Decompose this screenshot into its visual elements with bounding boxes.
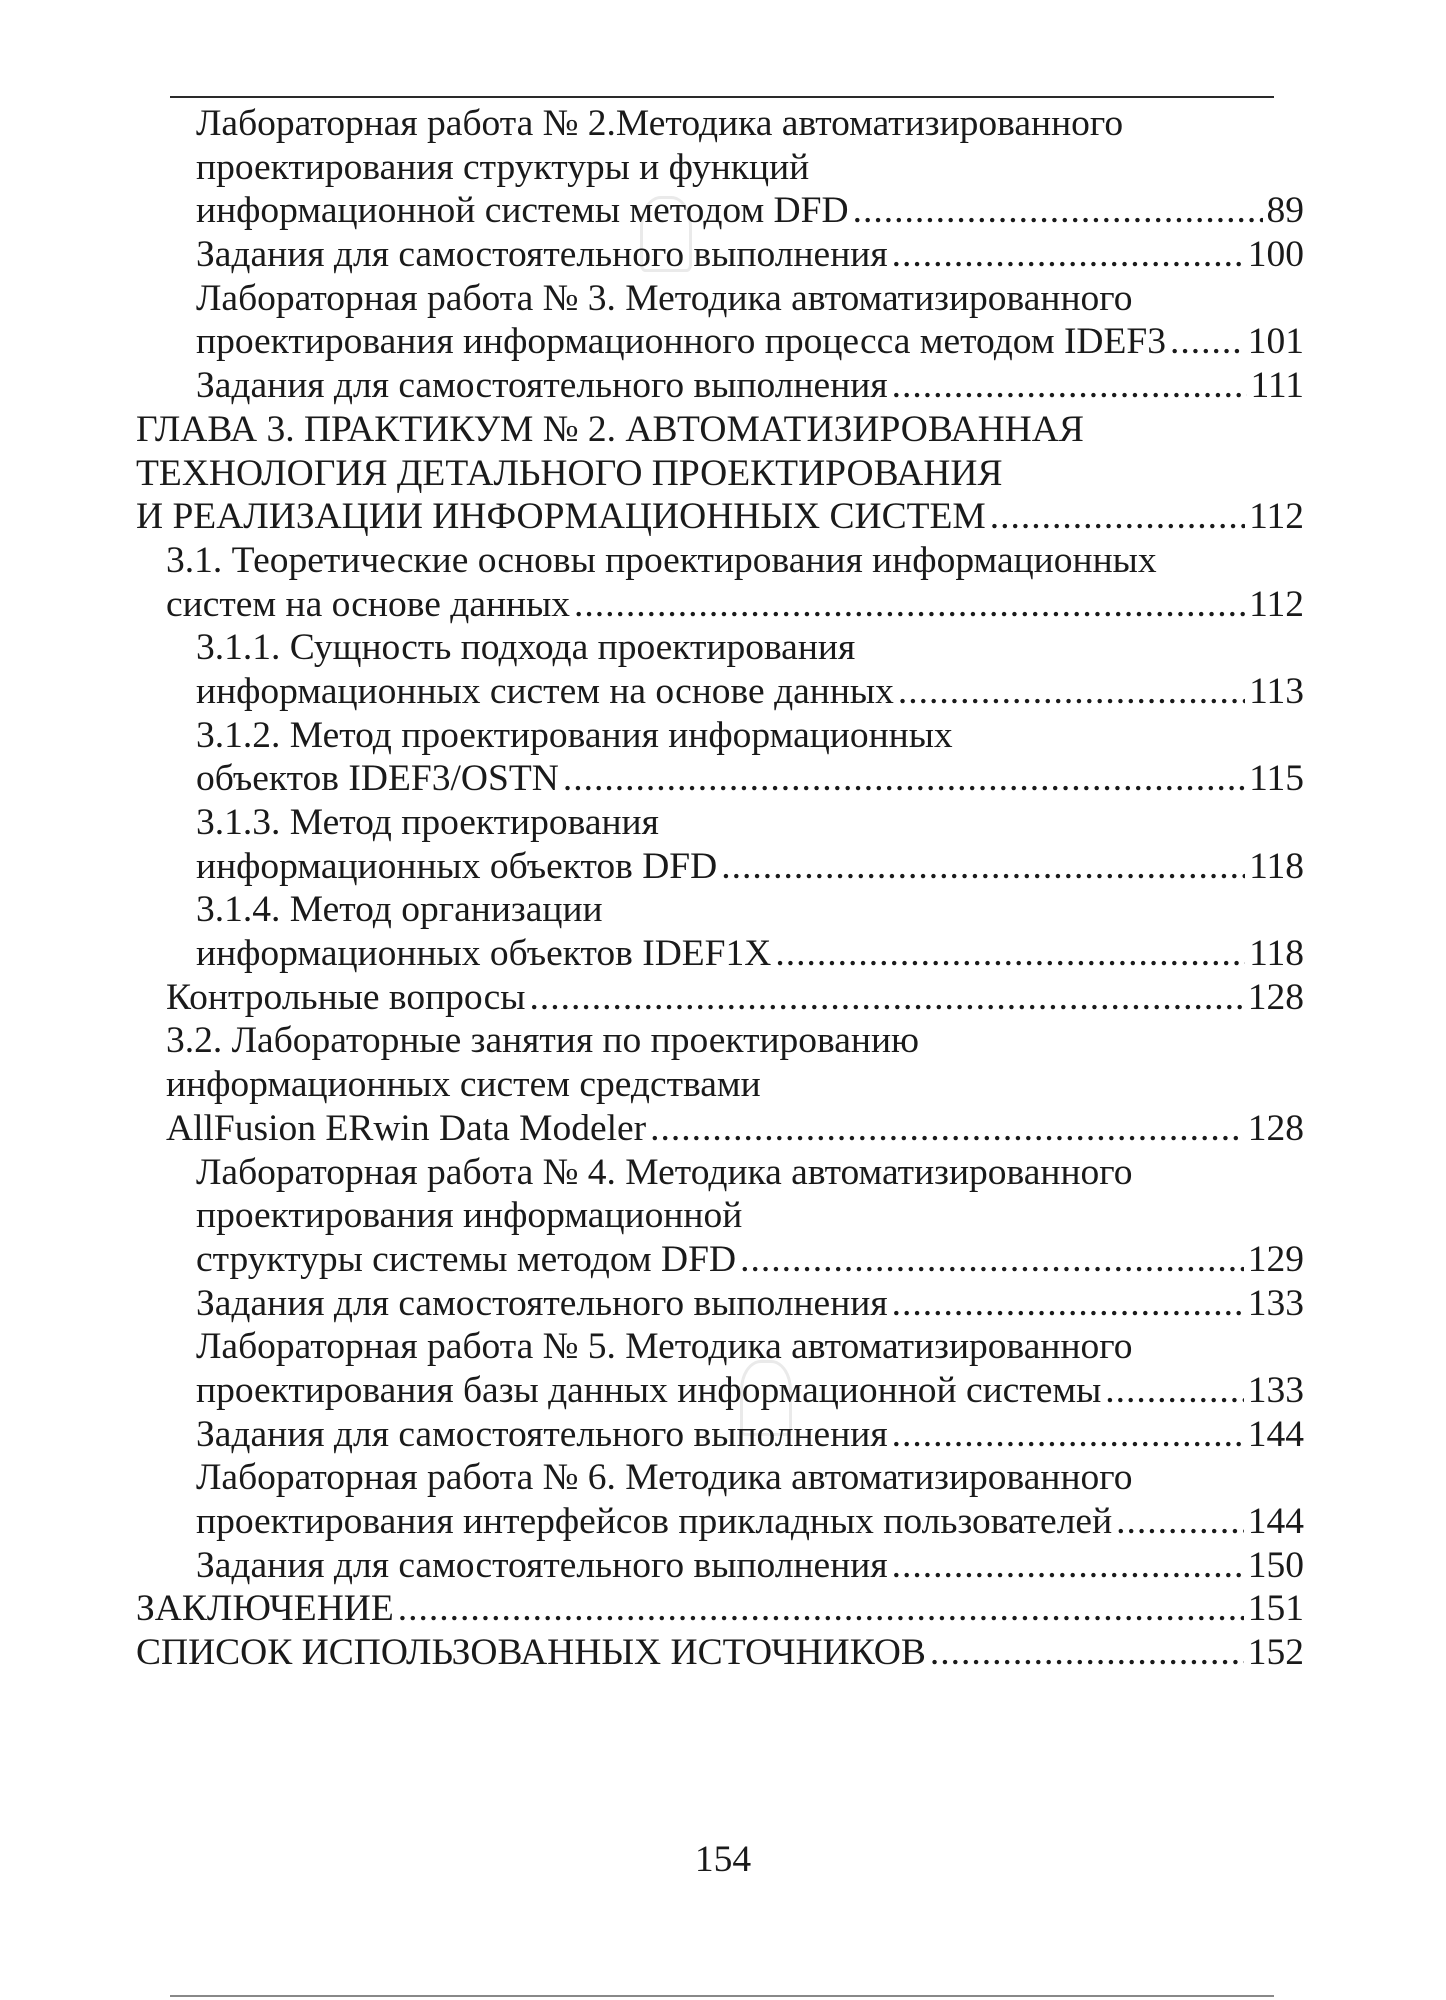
dot-leader	[892, 1544, 1244, 1588]
toc-entry-title: проектирования базы данных информационной системы	[196, 1369, 1102, 1411]
toc-entry-line	[136, 1631, 1304, 1675]
toc-entry-line: Лабораторная работа № 4. Методика автоматизированного	[196, 1151, 1133, 1193]
top-rule	[170, 96, 1274, 98]
toc-entry-title: объектов IDEF3/OSTN	[196, 758, 559, 800]
toc-entry[interactable]	[0, 626, 1446, 713]
toc-entry-line	[136, 495, 1304, 539]
dot-leader	[853, 189, 1263, 233]
toc-entry[interactable]	[0, 233, 1446, 277]
toc-entry-line: информационных систем средствами	[166, 1064, 761, 1106]
toc-entry-line	[166, 976, 1304, 1020]
toc-entry[interactable]	[0, 1325, 1446, 1412]
toc-entry-title: информационных систем на основе данных	[196, 670, 894, 712]
toc-entry[interactable]	[0, 714, 1446, 801]
toc-entry-line	[196, 757, 1304, 801]
toc-entry-line	[196, 670, 1304, 714]
toc-entry-line: 3.2. Лабораторные занятия по проектированию	[166, 1020, 920, 1062]
dot-leader	[892, 233, 1244, 277]
toc-entry-title: И РЕАЛИЗАЦИИ ИНФОРМАЦИОННЫХ СИСТЕМ	[136, 496, 986, 538]
toc-entry-title: Задания для самостоятельного выполнения	[196, 234, 888, 276]
toc-entry-line	[166, 1107, 1304, 1151]
dot-leader	[1170, 320, 1244, 364]
toc-entry-line: 3.1.3. Метод проектирования	[196, 802, 659, 843]
toc-entry-title: AllFusion ERwin Data Modeler	[166, 1107, 647, 1149]
toc-entry-line: Лабораторная работа № 6. Методика автоматизированного	[196, 1457, 1133, 1499]
toc-entry-title: Задания для самостоятельного выполнения	[196, 365, 888, 407]
toc-entry[interactable]	[0, 1282, 1446, 1326]
dot-leader	[930, 1631, 1244, 1675]
toc-page-number: 113	[1249, 670, 1304, 712]
toc-page-number: 100	[1247, 234, 1304, 276]
toc-entry-line	[196, 1500, 1304, 1544]
toc-entry[interactable]	[0, 102, 1446, 233]
toc-page-number: 151	[1247, 1588, 1304, 1630]
toc-entry[interactable]	[0, 801, 1446, 888]
toc-entry-line	[196, 320, 1304, 364]
dot-leader	[892, 364, 1247, 408]
toc-entry-line	[196, 845, 1304, 889]
toc-entry[interactable]	[0, 539, 1446, 626]
toc-page-number: 152	[1247, 1632, 1304, 1674]
toc-page-number: 128	[1247, 976, 1304, 1018]
dot-leader	[721, 845, 1245, 889]
toc-entry[interactable]	[0, 1413, 1446, 1457]
toc-entry-line	[196, 1544, 1304, 1588]
toc-page-number: 128	[1247, 1107, 1304, 1149]
toc-entry-line: Лабораторная работа № 5. Методика автоматизированного	[196, 1326, 1133, 1368]
toc-entry[interactable]	[0, 1544, 1446, 1588]
dot-leader	[398, 1587, 1244, 1631]
dot-leader	[740, 1238, 1244, 1282]
toc-page-number: 129	[1247, 1238, 1304, 1280]
dot-leader	[563, 757, 1245, 801]
toc-entry-title: СПИСОК ИСПОЛЬЗОВАННЫХ ИСТОЧНИКОВ	[136, 1632, 926, 1674]
toc-entry[interactable]	[0, 1631, 1446, 1675]
toc-entry-line: проектирования информационной	[196, 1195, 743, 1237]
toc-entry-title: проектирования интерфейсов прикладных пользователей	[196, 1501, 1113, 1542]
toc-entry-line	[196, 1413, 1304, 1457]
toc-entry[interactable]	[0, 1019, 1446, 1150]
toc-page-number: 101	[1247, 321, 1304, 363]
toc-entry-line	[196, 233, 1304, 277]
toc-entry[interactable]	[0, 1587, 1446, 1631]
toc-page-number: 144	[1247, 1501, 1304, 1542]
toc-entry-title: структуры системы методом DFD	[196, 1238, 737, 1280]
dot-leader	[1116, 1500, 1244, 1544]
toc-entry-line: ГЛАВА 3. ПРАКТИКУМ № 2. АВТОМАТИЗИРОВАННАЯ	[136, 408, 1084, 450]
toc-page-number: 115	[1249, 758, 1304, 800]
dot-leader	[1105, 1369, 1243, 1413]
toc-entry-title: Контрольные вопросы	[166, 976, 526, 1018]
toc-entry-title: проектирования информационного процесса методом IDEF3	[196, 321, 1167, 363]
toc-entry-line	[196, 1369, 1304, 1413]
toc-entry-title: информационных объектов DFD	[196, 845, 718, 887]
toc-entry-line	[166, 583, 1304, 627]
toc-entry-line: 3.1.1. Сущность подхода проектирования	[196, 627, 856, 669]
toc-entry-title: информационных объектов IDEF1X	[196, 933, 772, 975]
dot-leader	[529, 976, 1243, 1020]
toc-entry[interactable]	[0, 277, 1446, 364]
toc-entry-line: 3.1.4. Метод организации	[196, 889, 603, 931]
toc-entry-line	[196, 364, 1304, 408]
toc-entry-line: Лабораторная работа № 3. Методика автоматизированного	[196, 277, 1133, 319]
toc-entry[interactable]	[0, 1456, 1446, 1543]
toc-entry-line: 3.1. Теоретические основы проектирования информационных	[166, 539, 1157, 581]
toc-entry[interactable]	[0, 888, 1446, 975]
dot-leader	[574, 583, 1245, 627]
toc-page-number: 112	[1249, 583, 1304, 625]
toc-entry-title: ЗАКЛЮЧЕНИЕ	[136, 1588, 394, 1630]
toc-entry-line	[196, 1282, 1304, 1326]
toc-entry-line: проектирования структуры и функций	[196, 146, 810, 188]
toc-entry-line	[196, 932, 1304, 976]
toc-page-number: 111	[1250, 365, 1304, 407]
toc-entry[interactable]	[0, 1151, 1446, 1282]
toc-page-number: 133	[1247, 1369, 1304, 1411]
bottom-rule	[170, 1995, 1274, 1997]
toc-entry-line: ТЕХНОЛОГИЯ ДЕТАЛЬНОГО ПРОЕКТИРОВАНИЯ	[136, 452, 1003, 494]
dot-leader	[990, 495, 1245, 539]
toc-page-number: 118	[1249, 933, 1304, 975]
dot-leader	[650, 1107, 1244, 1151]
dot-leader	[892, 1282, 1244, 1326]
toc-page-number: 144	[1247, 1413, 1304, 1455]
toc-entry-line	[196, 189, 1304, 233]
toc-entry-title: Задания для самостоятельного выполнения	[196, 1544, 888, 1586]
page-number: 154	[694, 1839, 752, 1880]
toc-page-number: 133	[1247, 1282, 1304, 1324]
dot-leader	[892, 1413, 1244, 1457]
toc-page-number: 112	[1249, 496, 1304, 538]
toc-entry-title: информационной системы методом DFD	[196, 190, 849, 232]
dot-leader	[898, 670, 1245, 714]
toc-entry-title: Задания для самостоятельного выполнения	[196, 1413, 888, 1455]
toc-entry-line	[196, 1238, 1304, 1282]
toc-entry-title: Задания для самостоятельного выполнения	[196, 1282, 888, 1324]
toc-entry-line	[136, 1587, 1304, 1631]
dot-leader	[775, 932, 1245, 976]
toc-entry-line: Лабораторная работа № 2.Методика автоматизированного	[196, 103, 1124, 144]
toc-entry-title: систем на основе данных	[166, 583, 571, 625]
toc-page-number: 150	[1247, 1544, 1304, 1586]
toc-entry[interactable]	[0, 408, 1446, 539]
toc-page-number: 89	[1266, 190, 1304, 232]
toc-entry-line: 3.1.2. Метод проектирования информационных	[196, 714, 953, 756]
toc-page-number: 118	[1249, 845, 1304, 887]
table-of-contents	[0, 102, 1446, 1675]
toc-entry[interactable]	[0, 976, 1446, 1020]
toc-entry[interactable]	[0, 364, 1446, 408]
